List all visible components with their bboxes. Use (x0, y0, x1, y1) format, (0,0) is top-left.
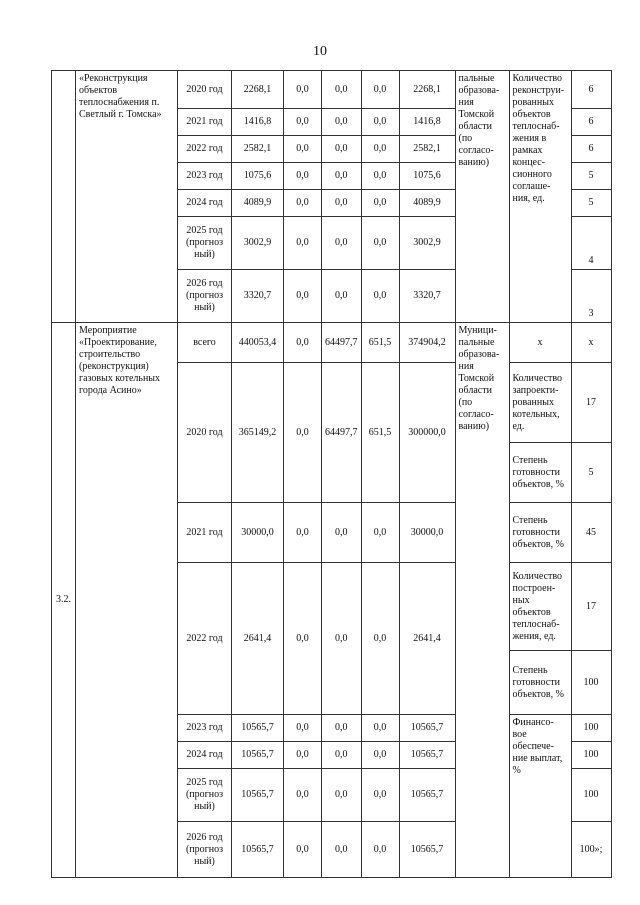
extra-budget-cell: 10565,7 (399, 769, 455, 822)
extra-budget-cell: 4089,9 (399, 190, 455, 217)
regional-cell: 0,0 (322, 163, 362, 190)
table-row (52, 323, 612, 363)
activity-name: «Реконструкция объектов теплоснабжения п. Светлый г. Томска» (76, 71, 178, 323)
regional-cell: 0,0 (322, 503, 362, 563)
extra-budget-cell: 2582,1 (399, 136, 455, 163)
regional-cell: 0,0 (322, 217, 362, 270)
year-cell: 2025 год (прогноз ный) (178, 769, 232, 822)
indicator-value: x (571, 323, 611, 363)
year-cell: 2022 год (178, 136, 232, 163)
local-cell: 0,0 (361, 563, 399, 715)
local-cell: 0,0 (361, 217, 399, 270)
regional-cell: 0,0 (322, 270, 362, 323)
total-cell: 365149,2 (232, 363, 284, 503)
regional-cell: 0,0 (322, 769, 362, 822)
indicator-value: 100 (571, 742, 611, 769)
year-cell: 2022 год (178, 563, 232, 715)
indicator-value: 45 (571, 503, 611, 563)
program-table (51, 70, 612, 878)
year-cell: 2025 год (прогноз ный) (178, 217, 232, 270)
year-cell: 2026 год (прогноз ный) (178, 822, 232, 878)
total-cell: 10565,7 (232, 822, 284, 878)
year-cell: 2026 год (прогноз ный) (178, 270, 232, 323)
federal-cell: 0,0 (284, 363, 322, 503)
extra-budget-cell: 3002,9 (399, 217, 455, 270)
extra-budget-cell: 30000,0 (399, 503, 455, 563)
total-cell: 1075,6 (232, 163, 284, 190)
local-cell: 0,0 (361, 71, 399, 109)
local-cell: 0,0 (361, 715, 399, 742)
local-cell: 0,0 (361, 136, 399, 163)
regional-cell: 0,0 (322, 190, 362, 217)
executor: пальные образова-ния Томской области (по согласо-ванию) (455, 71, 509, 323)
total-cell: 2268,1 (232, 71, 284, 109)
indicator-value: 4 (571, 217, 611, 270)
indicator-value: 5 (571, 190, 611, 217)
year-cell: всего (178, 323, 232, 363)
extra-budget-cell: 3320,7 (399, 270, 455, 323)
federal-cell: 0,0 (284, 742, 322, 769)
regional-cell: 0,0 (322, 109, 362, 136)
total-cell: 10565,7 (232, 769, 284, 822)
federal-cell: 0,0 (284, 769, 322, 822)
regional-cell: 0,0 (322, 742, 362, 769)
total-cell: 2641,4 (232, 563, 284, 715)
year-cell: 2020 год (178, 71, 232, 109)
year-cell: 2020 год (178, 363, 232, 503)
extra-budget-cell: 1075,6 (399, 163, 455, 190)
local-cell: 0,0 (361, 270, 399, 323)
federal-cell: 0,0 (284, 822, 322, 878)
indicator-value: 100 (571, 715, 611, 742)
table-row (52, 71, 612, 109)
indicator-value: 100»; (571, 822, 611, 878)
extra-budget-cell: 10565,7 (399, 822, 455, 878)
local-cell: 0,0 (361, 822, 399, 878)
regional-cell: 0,0 (322, 563, 362, 715)
indicator-value: 17 (571, 363, 611, 443)
extra-budget-cell: 10565,7 (399, 742, 455, 769)
federal-cell: 0,0 (284, 503, 322, 563)
indicator: Количество реконструи-рованных объектов теплоснаб-жения в рамках концес-сионного соглаше-ния, ед. (509, 71, 571, 323)
indicator-value: 6 (571, 136, 611, 163)
local-cell: 0,0 (361, 190, 399, 217)
federal-cell: 0,0 (284, 270, 322, 323)
local-cell: 651,5 (361, 363, 399, 503)
federal-cell: 0,0 (284, 563, 322, 715)
regional-cell: 64497,7 (322, 363, 362, 503)
federal-cell: 0,0 (284, 217, 322, 270)
year-cell: 2021 год (178, 109, 232, 136)
indicator-value: 5 (571, 163, 611, 190)
total-cell: 3002,9 (232, 217, 284, 270)
regional-cell: 0,0 (322, 822, 362, 878)
total-cell: 30000,0 (232, 503, 284, 563)
total-cell: 10565,7 (232, 715, 284, 742)
indicator-value: 6 (571, 109, 611, 136)
regional-cell: 0,0 (322, 715, 362, 742)
year-cell: 2024 год (178, 190, 232, 217)
total-cell: 440053,4 (232, 323, 284, 363)
regional-cell: 64497,7 (322, 323, 362, 363)
federal-cell: 0,0 (284, 323, 322, 363)
total-cell: 1416,8 (232, 109, 284, 136)
indicator-value: 6 (571, 71, 611, 109)
extra-budget-cell: 1416,8 (399, 109, 455, 136)
local-cell: 651,5 (361, 323, 399, 363)
regional-cell: 0,0 (322, 71, 362, 109)
indicator: Количество запроекти-рованных котельных, ед. (509, 363, 571, 443)
local-cell: 0,0 (361, 742, 399, 769)
total-cell: 3320,7 (232, 270, 284, 323)
federal-cell: 0,0 (284, 109, 322, 136)
row-number: 3.2. (52, 323, 76, 878)
indicator: x (509, 323, 571, 363)
year-cell: 2023 год (178, 163, 232, 190)
local-cell: 0,0 (361, 163, 399, 190)
local-cell: 0,0 (361, 769, 399, 822)
year-cell: 2021 год (178, 503, 232, 563)
local-cell: 0,0 (361, 109, 399, 136)
regional-cell: 0,0 (322, 136, 362, 163)
indicator-value: 3 (571, 270, 611, 323)
federal-cell: 0,0 (284, 715, 322, 742)
extra-budget-cell: 2641,4 (399, 563, 455, 715)
indicator: Финансо-вое обеспече-ние выплат, % (509, 715, 571, 878)
year-cell: 2023 год (178, 715, 232, 742)
indicator: Степень готовности объектов, % (509, 443, 571, 503)
indicator-value: 100 (571, 769, 611, 822)
page-number: 10 (313, 44, 327, 59)
federal-cell: 0,0 (284, 163, 322, 190)
extra-budget-cell: 10565,7 (399, 715, 455, 742)
executor: Муници-пальные образова-ния Томской области (по согласо-ванию) (455, 323, 509, 878)
indicator: Количество построен-ных объектов теплоснаб-жения, ед. (509, 563, 571, 651)
row-number (52, 71, 76, 323)
federal-cell: 0,0 (284, 136, 322, 163)
federal-cell: 0,0 (284, 190, 322, 217)
year-cell: 2024 год (178, 742, 232, 769)
total-cell: 10565,7 (232, 742, 284, 769)
federal-cell: 0,0 (284, 71, 322, 109)
total-cell: 4089,9 (232, 190, 284, 217)
indicator-value: 17 (571, 563, 611, 651)
extra-budget-cell: 2268,1 (399, 71, 455, 109)
indicator: Степень готовности объектов, % (509, 651, 571, 715)
total-cell: 2582,1 (232, 136, 284, 163)
extra-budget-cell: 300000,0 (399, 363, 455, 503)
activity-name: Мероприятие «Проектирование, строительство (реконструкция) газовых котельных города Асино» (76, 323, 178, 878)
extra-budget-cell: 374904,2 (399, 323, 455, 363)
indicator: Степень готовности объектов, % (509, 503, 571, 563)
indicator-value: 100 (571, 651, 611, 715)
indicator-value: 5 (571, 443, 611, 503)
local-cell: 0,0 (361, 503, 399, 563)
